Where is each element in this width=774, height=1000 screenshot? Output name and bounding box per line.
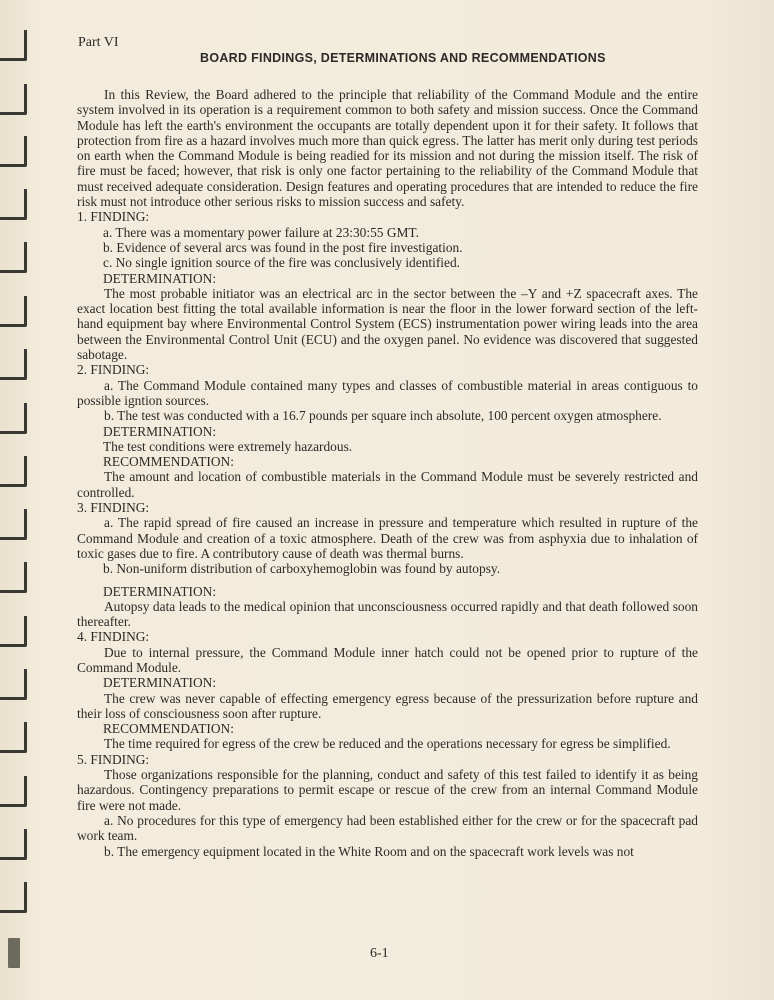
recommendation-4-label: RECOMMENDATION: xyxy=(103,721,234,737)
finding-4-label: 4. FINDING: xyxy=(77,629,150,645)
finding-4-text: Due to internal pressure, the Command Module inner hatch could not be opened prior to rupture of the Command Module. xyxy=(77,644,698,675)
binder-ring-mark xyxy=(6,562,27,593)
finding-5-b: b. The emergency equipment located in the White Room and on the spacecraft work levels was not xyxy=(104,843,634,859)
binder-ring-mark xyxy=(6,722,27,753)
binder-ring-mark xyxy=(6,136,27,167)
finding-3-b: b. Non-uniform distribution of carboxyhemoglobin was found by autopsy. xyxy=(103,561,501,577)
binder-ring-mark xyxy=(6,776,27,807)
document-body xyxy=(77,87,698,859)
intro-paragraph: In this Review, the Board adhered to the principle that reliability of the Command Module and the entire system involved in its operation is a requirement common to both safety and mission success. Once the Command Module has left the earth's environment the occupants are totally dependent upon it for their safety. It follows that protection from fire as a hazard involves much more than quick egress. The latter has merit only during test periods on earth when the Command Module is being readied for its mission and not during the mission itself. The risk of fire must be faced; however, that risk is only one factor pertaining to the reliability of the Command Module that must received adequate consideration. Design features and operating procedures that are intended to reduce the fire risk must not introduce other serious risks to mission success and safety. xyxy=(77,87,698,210)
finding-2-b: b. The test was conducted with a 16.7 pounds per square inch absolute, 100 percent oxygen atmosphere. xyxy=(104,408,662,424)
binder-ring-mark xyxy=(6,296,27,327)
finding-2-a: a. The Command Module contained many types and classes of combustible material in areas contiguous to possible igntion sources. xyxy=(77,377,698,408)
determination-3-text: Autopsy data leads to the medical opinion that unconsciousness occurred rapidly and that death followed soon thereafter. xyxy=(77,598,698,630)
finding-3-a: a. The rapid spread of fire caused an increase in pressure and temperature which resulted in rupture of the Command Module and creation of a toxic atmosphere. Death of the crew was from asphyxia due to inhalation of toxic gases due to fire. A contributory cause of death was thermal burns. xyxy=(77,515,698,561)
finding-1-a: a. There was a momentary power failure at 23:30:55 GMT. xyxy=(103,224,419,240)
finding-1-b: b. Evidence of several arcs was found in the post fire investigation. xyxy=(103,239,463,255)
recommendation-4-text: The time required for egress of the crew be reduced and the operations necessary for egress be simplified. xyxy=(104,736,671,752)
binder-ring-mark xyxy=(6,349,27,380)
determination-4-label: DETERMINATION: xyxy=(103,675,217,691)
determination-2-text: The test conditions were extremely hazardous. xyxy=(103,438,353,454)
binder-ring-mark xyxy=(6,669,27,700)
binder-edge xyxy=(0,0,40,1000)
determination-1-label: DETERMINATION: xyxy=(103,270,217,286)
binder-ring-mark xyxy=(6,189,27,220)
finding-5-a: a. No procedures for this type of emergency had been established either for the crew or for the spacecraft pad work team. xyxy=(77,812,698,844)
finding-2-label: 2. FINDING: xyxy=(77,362,150,378)
finding-5-label: 5. FINDING: xyxy=(77,751,150,767)
finding-1-label: 1. FINDING: xyxy=(77,209,150,225)
determination-1-text: The most probable initiator was an electrical arc in the sector between the –Y and +Z spacecraft axes. The exact location best fitting the total available information is near the floor in the lower forward section of the left-hand equipment bay where Environmental Control System (ECS) instrumentation power wiring leads into the area between the Environmental Control Unit (ECU) and the oxygen panel. No evidence was discovered that suggested sabotage. xyxy=(77,285,698,363)
determination-4-text: The crew was never capable of effecting emergency egress because of the pressurization before rupture and their loss of consciousness soon after rupture. xyxy=(77,690,698,721)
binder-ring-mark xyxy=(6,30,27,61)
determination-2-label: DETERMINATION: xyxy=(103,423,217,439)
binder-ring-mark xyxy=(6,84,27,115)
finding-3-label: 3. FINDING: xyxy=(77,500,150,516)
binder-ring-mark xyxy=(6,403,27,434)
determination-3-label: DETERMINATION: xyxy=(103,583,217,599)
binder-ring-mark xyxy=(6,829,27,860)
finding-5-text: Those organizations responsible for the planning, conduct and safety of this test failed to identify it as being hazardous. Contingency preparations to permit escape or rescue of the crew from an internal Command Module fire were not made. xyxy=(77,767,698,813)
finding-1-c: c. No single ignition source of the fire was conclusively identified. xyxy=(103,255,460,271)
binder-ring-mark xyxy=(6,509,27,540)
binder-ring-mark xyxy=(6,882,27,913)
recommendation-2-label: RECOMMENDATION: xyxy=(103,454,234,470)
recommendation-2-text: The amount and location of combustible materials in the Command Module must be severely restricted and controlled. xyxy=(77,469,698,500)
binder-ring-mark xyxy=(6,616,27,647)
part-label: Part VI xyxy=(78,35,119,50)
page-number: 6-1 xyxy=(370,946,389,961)
binder-ring-mark xyxy=(6,242,27,273)
binder-ring-mark xyxy=(6,456,27,487)
binder-tab xyxy=(8,938,20,968)
page-heading: BOARD FINDINGS, DETERMINATIONS AND RECOMMENDATIONS xyxy=(200,51,606,65)
